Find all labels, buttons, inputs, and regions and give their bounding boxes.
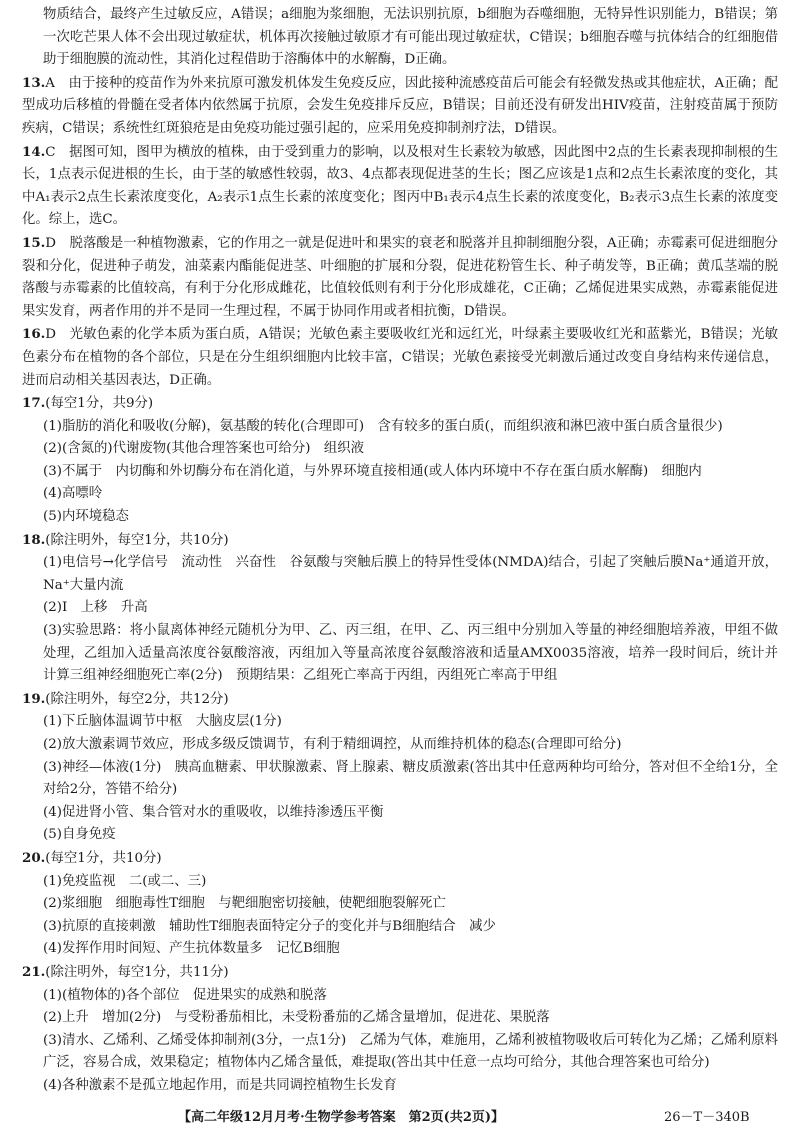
question-number: 15.: [22, 234, 46, 251]
answer-text: (除注明外，每空1分，共11分): [45, 964, 229, 980]
answer-text: (2)放大激素调节效应，形成多级反馈调节，有利于精细调控，从而维持机体的稳态(合理即可给分): [43, 737, 622, 752]
answer-text: (3)神经—体液(1分) 胰高血糖素、甲状腺激素、肾上腺素、糖皮质激素(答出其中任意两种均可给分，答对但不全给1分，全对给2分，答错不给分): [43, 759, 778, 798]
answer-text: (1)下丘脑体温调节中枢 大脑皮层(1分): [43, 714, 282, 730]
footer-title: 【高二年级12月月考·生物学参考答案 第2页(共2页)】: [178, 1110, 505, 1125]
answer-text: (2)浆细胞 细胞毒性T细胞 与靶细胞密切接触，使靶细胞裂解死亡: [43, 896, 446, 912]
answer-text: (3)抗原的直接刺激 辅助性T细胞表面特定分子的变化并与B细胞结合 减少: [43, 918, 496, 934]
sub-answer: [22, 483, 778, 506]
answer-text: (每空1分，共10分): [45, 850, 162, 866]
sub-answer: [22, 461, 778, 484]
sub-answer: [22, 757, 778, 802]
sub-answer: [22, 506, 778, 529]
answer-text: (4)发挥作用时间短、产生抗体数量多 记忆B细胞: [43, 941, 340, 957]
answer-text: (1)(植物体的)各个部位 促进果实的成熟和脱落: [43, 987, 327, 1003]
answer-text: (1)免疫监视 二(或二、三): [43, 873, 207, 889]
question-number: 20.: [22, 849, 46, 866]
sub-answer: [22, 597, 778, 620]
answer-text: (每空1分，共9分): [45, 396, 154, 412]
question-answer: [22, 72, 778, 141]
answer-text: (除注明外，每空2分，共12分): [45, 691, 229, 707]
sub-answer: [22, 985, 778, 1008]
answer-text: (3)不属于 内切酶和外切酶分布在消化道，与外界环境直接相通(或人体内环境中不存在蛋白质水解酶) 细胞内: [43, 463, 702, 479]
question-number: 19.: [22, 690, 46, 707]
sub-answer: [22, 711, 778, 734]
sub-answer: [22, 893, 778, 916]
question-number: 16.: [22, 326, 46, 343]
question-answer: [22, 232, 778, 323]
answer-text: (1)脂肪的消化和吸收(分解)，氨基酸的转化(合理即可) 含有较多的蛋白质(，而组织液和淋巴液中蛋白质含量很少): [43, 418, 723, 434]
answer-text: C 据图可知，图甲为横放的植株，由于受到重力的影响，以及根对生长素较为敏感，因此图中2点的生长素表现抑制根的生长，1点表示促进根的生长，由于茎的敏感性较弱，故3、4点都表现促进茎的生长；图乙应该是1点和2点生长素浓度的变化，其中A₁表示2点生长素浓度变化，A₂表示1点生长素的浓度变化；图丙中B₁表示4点生长素的浓度变化，B₂表示3点生长素的浓度变化。综上，选C。: [22, 144, 778, 228]
sub-answer: [22, 802, 778, 825]
sub-answer: [22, 871, 778, 894]
question-answer: [22, 961, 778, 985]
question-answer: [22, 688, 778, 712]
sub-answer: [22, 824, 778, 847]
sub-answer: [22, 1075, 778, 1098]
sub-answer: [22, 938, 778, 961]
sub-answer: [22, 620, 778, 688]
answer-text: D 脱落酸是一种植物激素，它的作用之一就是促进叶和果实的衰老和脱落并且抑制细胞分裂，A正确；赤霉素可促进细胞分裂和分化，促进种子萌发，油菜素内酯能促进茎、叶细胞的扩展和分裂，促进花粉管生长、种子萌发等，B正确；黄瓜茎端的脱落酸与赤霉素的比值较高，有利于分化形成雌花，比值较低则有利于分化形成雄花，C正确；乙烯促进果实成熟，赤霉素能促进果实发育，两者作用的并不是同一生理过程，不属于协同作用或者相抗衡，D错误。: [22, 235, 778, 319]
question-answer: [22, 323, 778, 392]
answer-text: (5)自身免疫: [43, 827, 116, 843]
answer-text: (3)清水、乙烯利、乙烯受体抑制剂(3分，一点1分) 乙烯为气体，难施用，乙烯利被植物吸收后可转化为乙烯；乙烯利原料广泛，容易合成，效果稳定；植物体内乙烯含量低，难提取(答出其中任意一点均可给分，其他合理答案也可给分): [43, 1032, 778, 1071]
sub-answer: [22, 916, 778, 939]
question-answer: [22, 529, 778, 553]
answer-text: (4)各种激素不是孤立地起作用，而是共同调控植物生长发育: [43, 1077, 397, 1093]
question-answer: [22, 847, 778, 871]
answer-text: (4)高嘌呤: [43, 486, 103, 502]
question-number: 14.: [22, 143, 46, 160]
answer-text: (除注明外，每空1分，共10分): [45, 532, 229, 548]
answer-text: (2)Ⅰ 上移 升高: [43, 600, 148, 616]
answer-text: (2)上升 增加(2分) 与受粉番茄相比，未受粉番茄的乙烯含量增加，促进花、果脱落: [43, 1010, 550, 1026]
answer-page: [22, 4, 778, 1098]
question-number: 17.: [22, 395, 46, 412]
answer-text: 物质结合，最终产生过敏反应，A错误；a细胞为浆细胞，无法识别抗原，b细胞为吞噬细胞，无特异性识别能力，B错误；第一次吃芒果人体不会出现过敏症状，机体再次接触过敏原才有可能出现过敏症状，C错误；b细胞吞噬与抗体结合的红细胞借助于细胞膜的流动性，其消化过程借助于溶酶体中的水解酶，D正确。: [43, 7, 778, 68]
continued-paragraph: [22, 4, 778, 72]
question-answer: [22, 141, 778, 232]
question-number: 13.: [22, 74, 46, 91]
sub-answer: [22, 416, 778, 439]
question-number: 18.: [22, 531, 46, 548]
question-number: 21.: [22, 963, 46, 980]
sub-answer: [22, 438, 778, 461]
sub-answer: [22, 1030, 778, 1075]
answer-text: A 由于接种的疫苗作为外来抗原可激发机体发生免疫反应，因此接种流感疫苗后可能会有轻微发热或其他症状，A正确；配型成功后移植的骨髓在受者体内依然属于抗原，会发生免疫排斥反应，B错误；目前还没有研发出HIV疫苗，注射疫苗属于预防疾病，C错误；系统性红斑狼疮是由免疫功能过强引起的，应采用免疫抑制剂疗法，D错误。: [22, 75, 778, 136]
answer-text: (1)电信号→化学信号 流动性 兴奋性 谷氨酸与突触后膜上的特异性受体(NMDA)结合，引起了突触后膜Na⁺通道开放，Na⁺大量内流: [43, 555, 778, 593]
answer-text: (2)(含氮的)代谢废物(其他合理答案也可给分) 组织液: [43, 441, 365, 457]
sub-answer: [22, 1007, 778, 1030]
answer-text: D 光敏色素的化学本质为蛋白质，A错误；光敏色素主要吸收红光和远红光，叶绿素主要吸收红光和蓝紫光，B错误；光敏色素分布在植物的各个部位，只是在分生组织细胞内比较丰富，C错误；光敏色素接受光刺激后通过改变自身结构来传递信息，进而启动相关基因表达，D正确。: [22, 327, 778, 388]
footer-code: 26－T－340B: [664, 1110, 750, 1125]
sub-answer: [22, 552, 778, 597]
question-answer: [22, 392, 778, 416]
sub-answer: [22, 734, 778, 757]
page-footer: [0, 1107, 800, 1129]
answer-text: (4)促进肾小管、集合管对水的重吸收，以维持渗透压平衡: [43, 804, 384, 820]
answer-text: (3)实验思路：将小鼠离体神经元随机分为甲、乙、丙三组，在甲、乙、丙三组中分别加入等量的神经细胞培养液，甲组不做处理，乙组加入适量高浓度谷氨酸溶液，丙组加入等量高浓度谷氨酸溶液和适量AMX0035溶液，培养一段时间后，统计并计算三组神经细胞死亡率(2分) 预期结果：乙组死亡率高于丙组，丙组死亡率高于甲组: [43, 623, 778, 684]
answer-text: (5)内环境稳态: [43, 509, 129, 525]
